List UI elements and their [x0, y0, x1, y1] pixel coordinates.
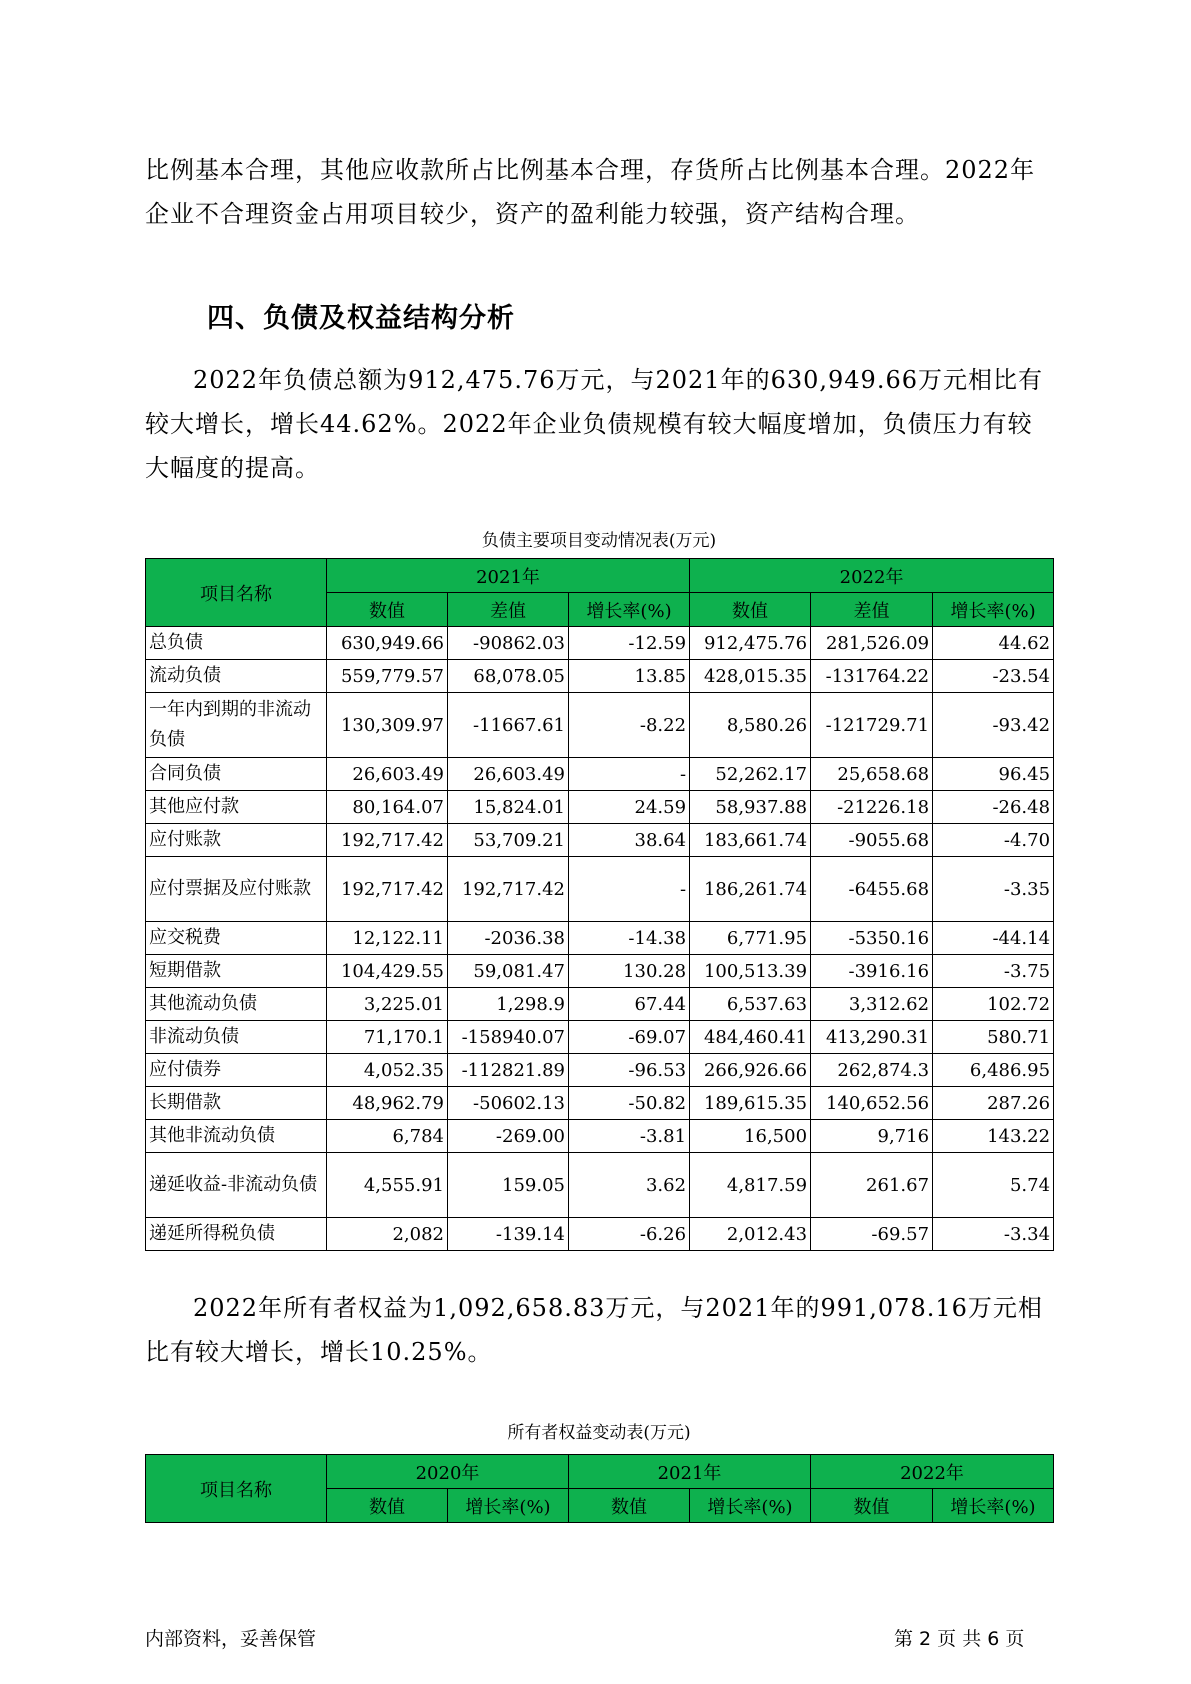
- table-row: [146, 988, 1054, 1021]
- header-rate-2020: 增长率(%): [448, 1489, 569, 1523]
- cell-value-2022: 189,615.35: [690, 1087, 811, 1120]
- cell-value-2022: 8,580.26: [690, 693, 811, 758]
- footer-confidential-note: 内部资料，妥善保管: [145, 1628, 317, 1650]
- header-value-2022: 数值: [811, 1489, 933, 1523]
- header-rate-2021: 增长率(%): [569, 593, 690, 627]
- cell-value-2022: 186,261.74: [690, 857, 811, 922]
- paragraph-asset-conclusion: 比例基本合理，其他应收款所占比例基本合理，存货所占比例基本合理。2022年企业不合理资金占用项目较少，资产的盈利能力较强，资产结构合理。: [145, 156, 1036, 228]
- cell-diff-2021: -269.00: [448, 1120, 569, 1153]
- cell-rate-2021: 3.62: [569, 1153, 690, 1218]
- cell-diff-2022: -121729.71: [811, 693, 933, 758]
- cell-value-2022: 6,771.95: [690, 922, 811, 955]
- cell-diff-2022: -21226.18: [811, 791, 933, 824]
- row-label: 递延收益-非流动负债: [146, 1153, 327, 1218]
- cell-diff-2021: -90862.03: [448, 627, 569, 660]
- table-row: [146, 857, 1054, 922]
- paragraph-debt-summary: 2022年负债总额为912,475.76万元，与2021年的630,949.66万元相比有较大增长，增长44.62%。2022年企业负债规模有较大幅度增加，负债压力有较大幅度的提高。: [145, 366, 1043, 482]
- table-row: [146, 955, 1054, 988]
- cell-rate-2022: -3.75: [933, 955, 1054, 988]
- header-diff-2021: 差值: [448, 593, 569, 627]
- cell-diff-2022: 3,312.62: [811, 988, 933, 1021]
- row-label: 非流动负债: [146, 1021, 327, 1054]
- cell-value-2022: 16,500: [690, 1120, 811, 1153]
- table-row: [146, 1120, 1054, 1153]
- table-row: [146, 1153, 1054, 1218]
- cell-value-2021: 3,225.01: [327, 988, 448, 1021]
- cell-value-2021: 26,603.49: [327, 758, 448, 791]
- row-label: 其他流动负债: [146, 988, 327, 1021]
- cell-diff-2021: 192,717.42: [448, 857, 569, 922]
- header-rate-2022: 增长率(%): [933, 593, 1054, 627]
- header-value-2020: 数值: [327, 1489, 448, 1523]
- table-row: [146, 824, 1054, 857]
- cell-rate-2022: 5.74: [933, 1153, 1054, 1218]
- cell-rate-2022: 44.62: [933, 627, 1054, 660]
- table-row: [146, 1054, 1054, 1087]
- cell-diff-2021: 1,298.9: [448, 988, 569, 1021]
- cell-value-2022: 2,012.43: [690, 1218, 811, 1251]
- equity-table-caption: 所有者权益变动表(万元): [507, 1423, 691, 1443]
- cell-rate-2021: 24.59: [569, 791, 690, 824]
- cell-diff-2021: -2036.38: [448, 922, 569, 955]
- cell-value-2022: 52,262.17: [690, 758, 811, 791]
- cell-value-2021: 630,949.66: [327, 627, 448, 660]
- cell-value-2021: 71,170.1: [327, 1021, 448, 1054]
- cell-rate-2021: -12.59: [569, 627, 690, 660]
- cell-rate-2022: 102.72: [933, 988, 1054, 1021]
- header-value-2021: 数值: [327, 593, 448, 627]
- table-row: [146, 627, 1054, 660]
- cell-rate-2022: 143.22: [933, 1120, 1054, 1153]
- cell-diff-2022: -3916.16: [811, 955, 933, 988]
- cell-diff-2021: -11667.61: [448, 693, 569, 758]
- header-rate-2021: 增长率(%): [690, 1489, 811, 1523]
- cell-rate-2022: -26.48: [933, 791, 1054, 824]
- cell-rate-2021: -69.07: [569, 1021, 690, 1054]
- cell-rate-2021: 13.85: [569, 660, 690, 693]
- row-label: 应付账款: [146, 824, 327, 857]
- row-label: 短期借款: [146, 955, 327, 988]
- cell-diff-2022: 413,290.31: [811, 1021, 933, 1054]
- cell-value-2021: 559,779.57: [327, 660, 448, 693]
- cell-rate-2021: -14.38: [569, 922, 690, 955]
- cell-diff-2022: 281,526.09: [811, 627, 933, 660]
- cell-rate-2022: 287.26: [933, 1087, 1054, 1120]
- cell-rate-2022: -23.54: [933, 660, 1054, 693]
- header-year-2022: 2022年: [690, 559, 1054, 593]
- debt-table: [145, 558, 1054, 1251]
- cell-value-2021: 4,555.91: [327, 1153, 448, 1218]
- cell-rate-2021: -96.53: [569, 1054, 690, 1087]
- debt-table-caption: 负债主要项目变动情况表(万元): [481, 531, 717, 551]
- cell-rate-2022: 96.45: [933, 758, 1054, 791]
- cell-diff-2021: 59,081.47: [448, 955, 569, 988]
- cell-rate-2021: -: [569, 758, 690, 791]
- cell-diff-2022: 25,658.68: [811, 758, 933, 791]
- header-item-name: 项目名称: [146, 559, 327, 627]
- cell-value-2022: 58,937.88: [690, 791, 811, 824]
- cell-value-2021: 192,717.42: [327, 824, 448, 857]
- cell-diff-2022: -6455.68: [811, 857, 933, 922]
- header-value-2022: 数值: [690, 593, 811, 627]
- header-diff-2022: 差值: [811, 593, 933, 627]
- cell-rate-2022: -3.34: [933, 1218, 1054, 1251]
- header-value-2021: 数值: [569, 1489, 690, 1523]
- row-label: 长期借款: [146, 1087, 327, 1120]
- cell-value-2022: 484,460.41: [690, 1021, 811, 1054]
- table-row: [146, 758, 1054, 791]
- cell-diff-2021: -112821.89: [448, 1054, 569, 1087]
- cell-rate-2021: -3.81: [569, 1120, 690, 1153]
- cell-rate-2021: -50.82: [569, 1087, 690, 1120]
- header-year-2022: 2022年: [811, 1455, 1054, 1489]
- cell-diff-2022: 9,716: [811, 1120, 933, 1153]
- cell-diff-2022: -9055.68: [811, 824, 933, 857]
- cell-value-2022: 100,513.39: [690, 955, 811, 988]
- header-rate-2022: 增长率(%): [933, 1489, 1054, 1523]
- cell-diff-2021: -139.14: [448, 1218, 569, 1251]
- table-row: [146, 1021, 1054, 1054]
- cell-rate-2021: -: [569, 857, 690, 922]
- row-label: 流动负债: [146, 660, 327, 693]
- cell-diff-2021: 159.05: [448, 1153, 569, 1218]
- cell-value-2022: 6,537.63: [690, 988, 811, 1021]
- header-year-2020: 2020年: [327, 1455, 569, 1489]
- table-row: [146, 660, 1054, 693]
- cell-value-2022: 183,661.74: [690, 824, 811, 857]
- cell-value-2022: 4,817.59: [690, 1153, 811, 1218]
- row-label: 其他应付款: [146, 791, 327, 824]
- header-item-name: 项目名称: [146, 1455, 327, 1523]
- row-label: 合同负债: [146, 758, 327, 791]
- cell-diff-2022: -69.57: [811, 1218, 933, 1251]
- table-row: [146, 1087, 1054, 1120]
- cell-rate-2021: -8.22: [569, 693, 690, 758]
- cell-diff-2022: -131764.22: [811, 660, 933, 693]
- cell-value-2021: 192,717.42: [327, 857, 448, 922]
- cell-rate-2022: -3.35: [933, 857, 1054, 922]
- cell-diff-2021: -158940.07: [448, 1021, 569, 1054]
- cell-diff-2022: 140,652.56: [811, 1087, 933, 1120]
- cell-diff-2022: 262,874.3: [811, 1054, 933, 1087]
- cell-diff-2022: 261.67: [811, 1153, 933, 1218]
- header-year-2021: 2021年: [569, 1455, 811, 1489]
- cell-rate-2022: -93.42: [933, 693, 1054, 758]
- cell-value-2021: 2,082: [327, 1218, 448, 1251]
- table-row: [146, 922, 1054, 955]
- cell-value-2021: 4,052.35: [327, 1054, 448, 1087]
- row-label: 应付票据及应付账款: [146, 857, 327, 922]
- cell-value-2022: 266,926.66: [690, 1054, 811, 1087]
- cell-diff-2021: 53,709.21: [448, 824, 569, 857]
- section-heading: 四、负债及权益结构分析: [207, 303, 515, 334]
- cell-value-2021: 48,962.79: [327, 1087, 448, 1120]
- cell-value-2022: 428,015.35: [690, 660, 811, 693]
- row-label: 递延所得税负债: [146, 1218, 327, 1251]
- cell-value-2021: 6,784: [327, 1120, 448, 1153]
- cell-rate-2021: 130.28: [569, 955, 690, 988]
- footer-page-number: 第 2 页 共 6 页: [894, 1628, 1025, 1650]
- cell-value-2022: 912,475.76: [690, 627, 811, 660]
- cell-diff-2021: 26,603.49: [448, 758, 569, 791]
- cell-diff-2021: 68,078.05: [448, 660, 569, 693]
- cell-rate-2022: 6,486.95: [933, 1054, 1054, 1087]
- cell-rate-2021: 67.44: [569, 988, 690, 1021]
- cell-value-2021: 12,122.11: [327, 922, 448, 955]
- table-row: [146, 1218, 1054, 1251]
- cell-diff-2021: -50602.13: [448, 1087, 569, 1120]
- cell-rate-2021: 38.64: [569, 824, 690, 857]
- cell-value-2021: 130,309.97: [327, 693, 448, 758]
- cell-value-2021: 104,429.55: [327, 955, 448, 988]
- header-year-2021: 2021年: [327, 559, 690, 593]
- cell-rate-2022: -4.70: [933, 824, 1054, 857]
- table-row: [146, 693, 1054, 758]
- paragraph-equity-summary: 2022年所有者权益为1,092,658.83万元，与2021年的991,078.16万元相比有较大增长，增长10.25%。: [145, 1294, 1043, 1366]
- table-row: [146, 791, 1054, 824]
- row-label: 其他非流动负债: [146, 1120, 327, 1153]
- cell-diff-2021: 15,824.01: [448, 791, 569, 824]
- cell-rate-2022: 580.71: [933, 1021, 1054, 1054]
- row-label: 一年内到期的非流动负债: [146, 693, 327, 758]
- row-label: 总负债: [146, 627, 327, 660]
- cell-value-2021: 80,164.07: [327, 791, 448, 824]
- equity-table: [145, 1454, 1054, 1523]
- cell-rate-2021: -6.26: [569, 1218, 690, 1251]
- row-label: 应付债券: [146, 1054, 327, 1087]
- row-label: 应交税费: [146, 922, 327, 955]
- cell-rate-2022: -44.14: [933, 922, 1054, 955]
- cell-diff-2022: -5350.16: [811, 922, 933, 955]
